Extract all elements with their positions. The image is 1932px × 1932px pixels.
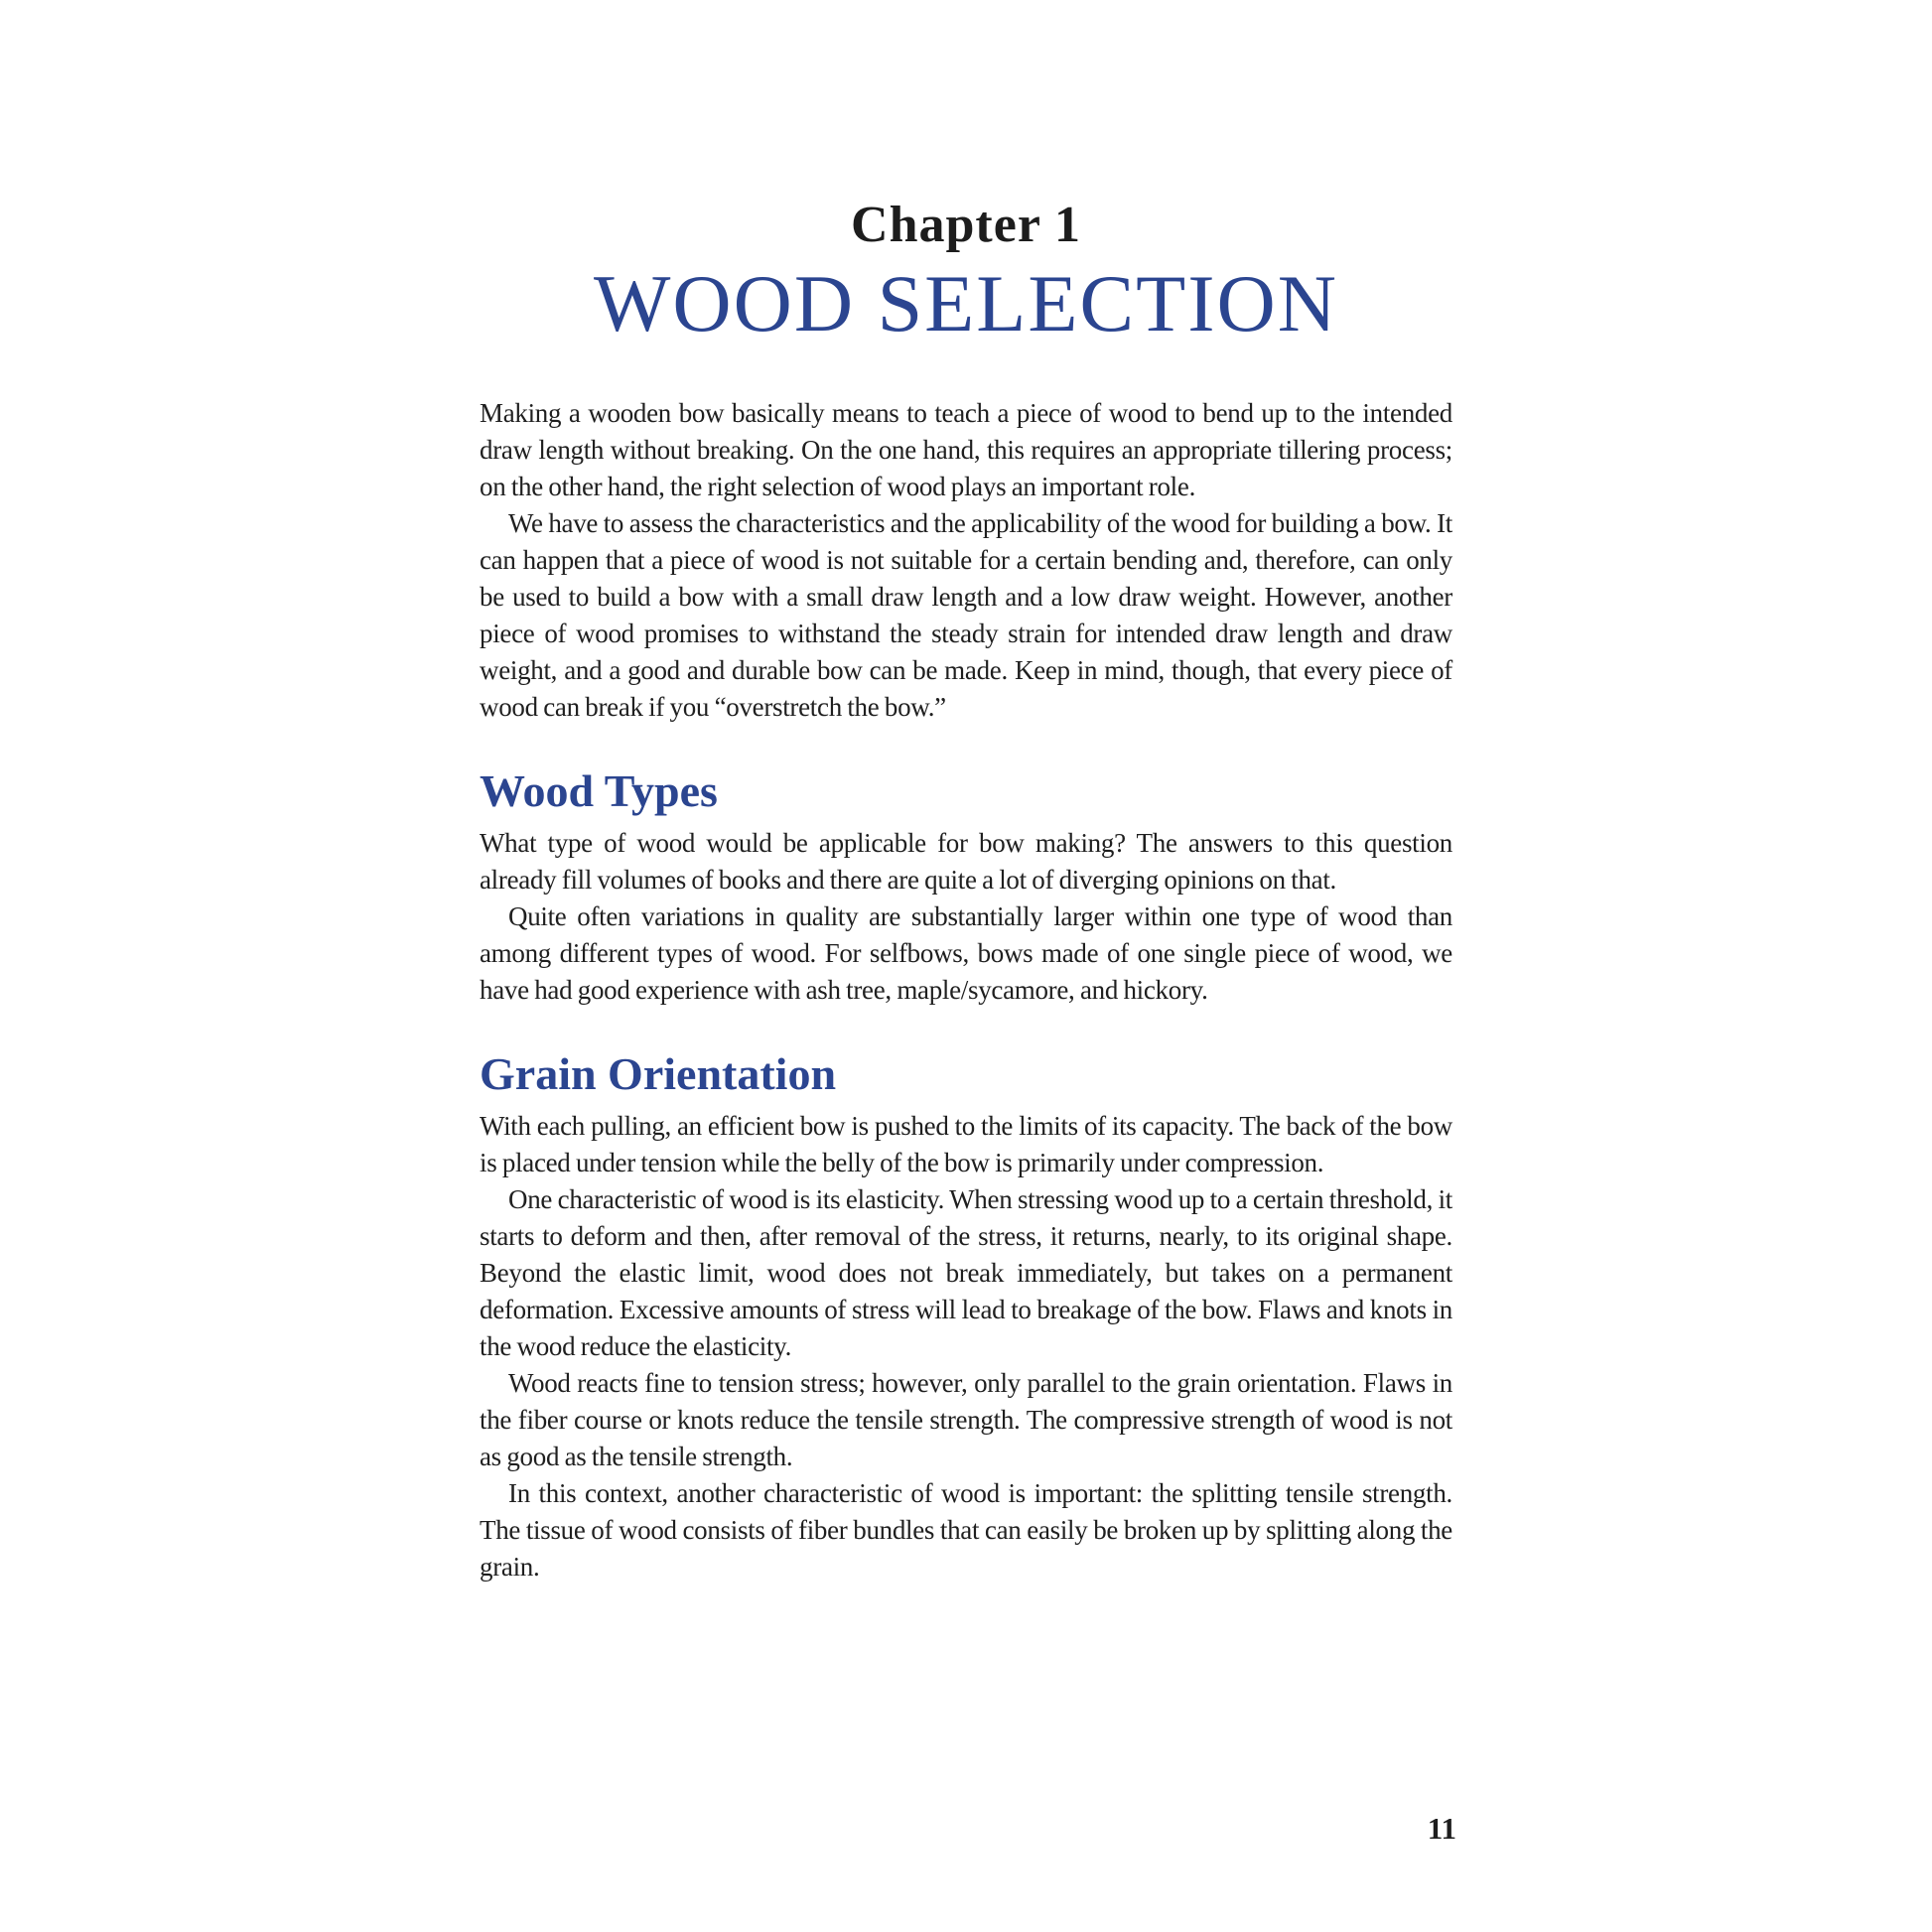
intro-paragraph: Making a wooden bow basically means to teach a piece of wood to bend up to the intended draw length without breaking. On the one hand, this requires an appropriate tillering process; on the other hand, the right selection of wood plays an important role. (480, 398, 1452, 501)
paragraph: With each pulling, an efficient bow is pushed to the limits of its capacity. The back of the bow is placed under tension while the belly of the bow is primarily under compression. (480, 1111, 1452, 1177)
paragraph: Wood reacts fine to tension stress; however, only parallel to the grain orientation. Flaws in the fiber course or knots reduce the tensile strength. The compressive strength of wood is not as good as the tensile strength. (480, 1368, 1452, 1471)
paragraph: What type of wood would be applicable for bow making? The answers to this question already fill volumes of books and there are quite a lot of diverging opinions on that. (480, 828, 1452, 895)
chapter-title: WOOD SELECTION (594, 258, 1338, 348)
intro-paragraph: We have to assess the characteristics and the applicability of the wood for building a bow. It can happen that a piece of wood is not suitable for a certain bending and, therefore, can only be used to build a bow with a small draw length and a low draw weight. However, another piece of wood promises to withstand the steady strain for intended draw length and draw weight, and a good and durable bow can be made. Keep in mind, though, that every piece of wood can break if you “overstretch the bow.” (480, 508, 1452, 722)
section-wood-types (480, 763, 1452, 1009)
section-heading-wood-types: Wood Types (480, 765, 718, 816)
intro-section (480, 395, 1452, 726)
paragraph: Quite often variations in quality are substantially larger within one type of wood than among different types of wood. For selfbows, bows made of one single piece of wood, we have had good experience with ash tree, maple/sycamore, and hickory. (480, 901, 1452, 1005)
page-number: 11 (1427, 1811, 1456, 1846)
section-heading-grain-orientation: Grain Orientation (480, 1048, 837, 1099)
paragraph: In this context, another characteristic of wood is important: the splitting tensile strength. The tissue of wood consists of fiber bundles that can easily be broken up by splitting along the grain. (480, 1478, 1452, 1582)
text-column (480, 0, 1452, 1586)
section-grain-orientation (480, 1046, 1452, 1586)
paragraph: One characteristic of wood is its elasticity. When stressing wood up to a certain threshold, it starts to deform and then, after removal of the stress, it returns, nearly, to its original shape. Beyond the elastic limit, wood does not break immediately, but takes on a permanent deformation. Excessive amounts of stress will lead to breakage of the bow. Flaws and knots in the wood reduce the elasticity. (480, 1184, 1452, 1361)
chapter-label: Chapter 1 (851, 197, 1081, 253)
